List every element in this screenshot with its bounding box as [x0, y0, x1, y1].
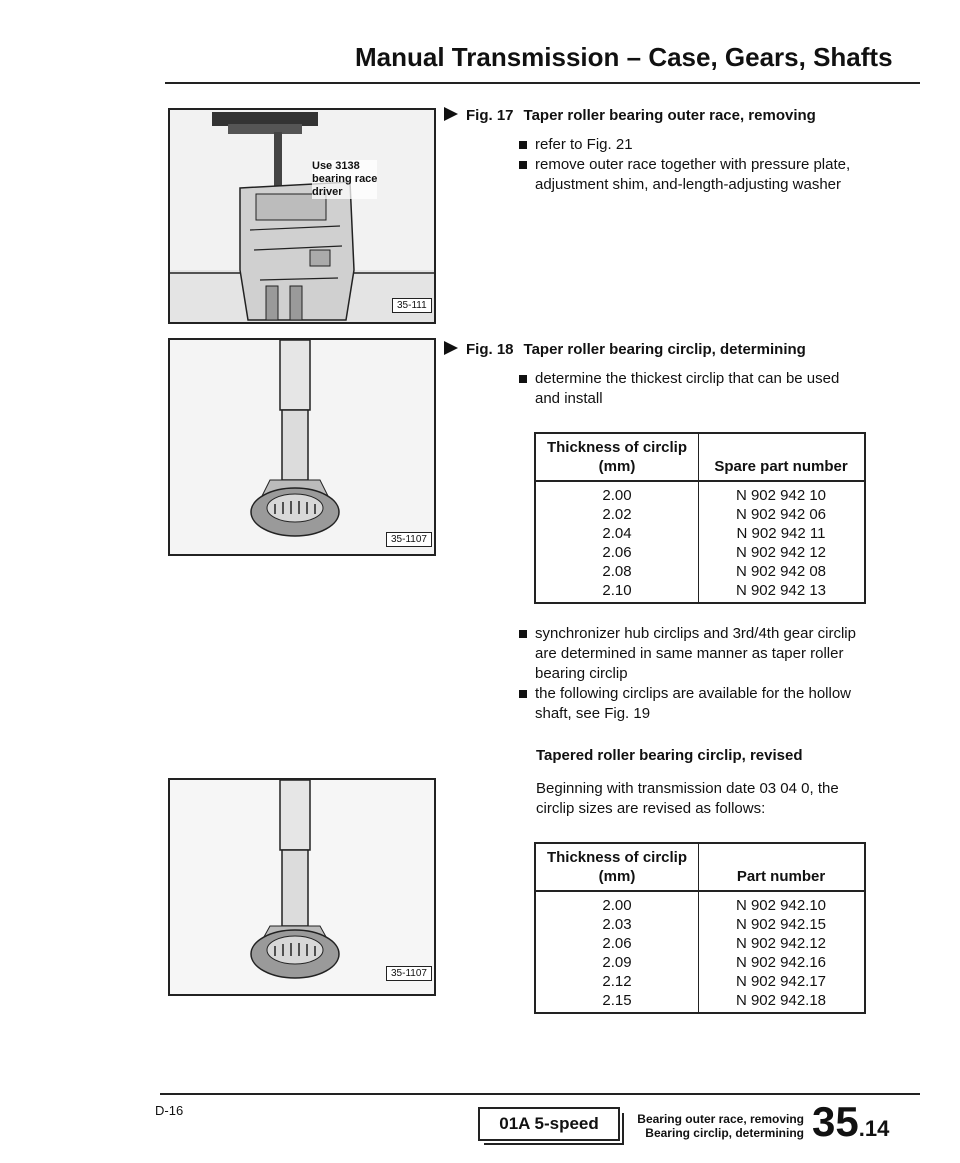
list-item: the following circlips are available for the hollow shaft, see Fig. 19	[518, 684, 868, 724]
table-cell-thickness: 2.00	[602, 487, 632, 504]
table-body	[536, 892, 864, 1012]
section-heading: Tapered roller bearing circlip, revised	[536, 747, 803, 764]
figure-number: Fig. 18	[466, 341, 514, 358]
figure-title: Taper roller bearing outer race, removing	[523, 107, 816, 124]
table-cell-thickness: 2.06	[602, 935, 632, 952]
circlip-table-1	[534, 432, 866, 604]
table-cell-part-number: N 902 942.17	[735, 973, 827, 990]
list-item: refer to Fig. 21	[518, 135, 863, 155]
figure-18-image	[168, 338, 436, 556]
figure-17-steps	[518, 135, 863, 195]
figure-18-heading	[444, 341, 806, 358]
table-cell-thickness: 2.02	[602, 506, 632, 523]
footer-topics	[634, 1112, 804, 1140]
figure-17-heading	[444, 107, 816, 124]
table-cell-part-number: N 902 942 10	[735, 487, 827, 504]
page-number-sub: .14	[858, 1116, 890, 1141]
table-cell-thickness: 2.09	[602, 954, 632, 971]
figure-17-illustration	[170, 110, 434, 322]
table-cell-part-number: N 902 942 08	[735, 563, 827, 580]
thickness-column	[536, 892, 699, 1012]
table-cell-part-number: N 902 942 11	[736, 525, 826, 542]
table-cell-part-number: N 902 942 13	[735, 582, 827, 599]
part-number-column	[699, 482, 863, 602]
table-header	[536, 434, 864, 482]
thickness-column	[536, 482, 699, 602]
column-header: Thickness of circlip (mm)	[536, 434, 699, 480]
callout-line: driver	[312, 186, 343, 198]
column-header: Part number	[736, 868, 826, 885]
page-title: Manual Transmission – Case, Gears, Shafts	[355, 42, 893, 72]
table-cell-thickness: 2.06	[602, 544, 632, 561]
transmission-badge: 01A 5-speed	[478, 1107, 620, 1141]
column-header: Thickness of circlip (mm)	[536, 844, 699, 890]
table-cell-thickness: 2.08	[602, 563, 632, 580]
header-divider	[165, 82, 920, 84]
table-body	[536, 482, 864, 602]
circlip-table-2	[534, 842, 866, 1014]
figure-18-steps	[518, 369, 863, 409]
list-item: remove outer race together with pressure plate, adjustment shim, and-length-adjusting washer	[518, 155, 863, 195]
table-cell-thickness: 2.10	[602, 582, 632, 599]
footer-divider	[160, 1093, 920, 1095]
figure-code: 35-1107	[386, 532, 432, 547]
table-cell-thickness: 2.03	[602, 916, 632, 933]
table-header	[536, 844, 864, 892]
figure-17-image	[168, 108, 436, 324]
footer-page-code: D-16	[155, 1103, 184, 1118]
table-cell-part-number: N 902 942.16	[735, 954, 827, 971]
callout-line: Use 3138	[312, 160, 360, 172]
page-number-main: 35	[812, 1098, 859, 1145]
pointer-arrow-icon	[444, 341, 458, 355]
table-cell-part-number: N 902 942.15	[735, 916, 827, 933]
footer-topic: Bearing circlip, determining	[645, 1126, 804, 1140]
table-cell-part-number: N 902 942.10	[735, 897, 827, 914]
figure-19-image	[168, 778, 436, 996]
figure-number: Fig. 17	[466, 107, 514, 124]
figure-code: 35-111	[392, 298, 432, 313]
table-cell-part-number: N 902 942.12	[735, 935, 827, 952]
table-cell-part-number: N 902 942.18	[735, 992, 827, 1009]
table-cell-part-number: N 902 942 12	[735, 544, 827, 561]
page-number	[812, 1098, 889, 1146]
figure-18-illustration	[170, 340, 434, 554]
section-paragraph: Beginning with transmission date 03 04 0, the circlip sizes are revised as follows:	[536, 780, 839, 817]
list-item: synchronizer hub circlips and 3rd/4th gear circlip are determined in same manner as taper roller bearing circlip	[518, 624, 868, 684]
callout-line: bearing race	[312, 173, 378, 185]
table-cell-thickness: 2.00	[602, 897, 632, 914]
synchronizer-notes	[518, 624, 868, 724]
table-cell-thickness: 2.15	[602, 992, 632, 1009]
table-cell-thickness: 2.12	[602, 973, 632, 990]
figure-title: Taper roller bearing circlip, determining	[523, 341, 806, 358]
column-header: Spare part number	[714, 458, 848, 475]
table-cell-thickness: 2.04	[602, 525, 632, 542]
table-cell-part-number: N 902 942 06	[735, 506, 827, 523]
part-number-column	[699, 892, 863, 1012]
figure-17-callout	[312, 160, 377, 199]
list-item: determine the thickest circlip that can be used and install	[518, 369, 863, 409]
figure-code: 35-1107	[386, 966, 432, 981]
footer-topic: Bearing outer race, removing	[637, 1112, 804, 1126]
figure-19-illustration	[170, 780, 434, 994]
pointer-arrow-icon	[444, 107, 458, 121]
